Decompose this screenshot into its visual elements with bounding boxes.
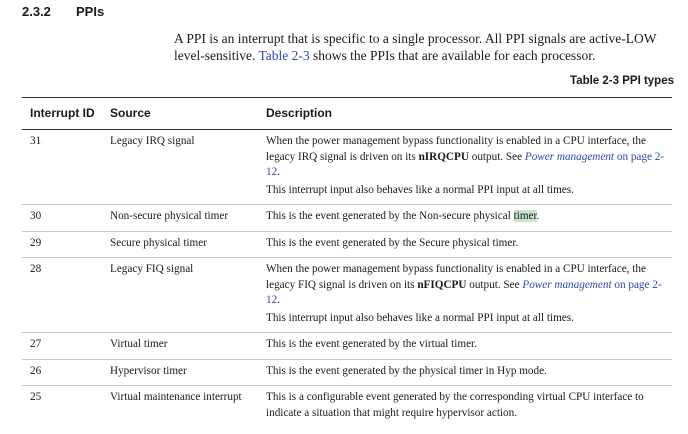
description-text: When the power management bypass functionality is enabled in a CPU interface, the legacy FIQ signal is driven on its [266,263,646,291]
table-row [22,258,672,333]
section-heading [22,4,104,19]
description: This is the event generated by the physical timer in Hyp mode. [258,359,672,386]
table-link[interactable]: Table 2-3 [258,48,310,63]
table-row [22,231,672,258]
source: Virtual timer [102,333,258,360]
intro-text-end: shows the PPIs that are available for each processor. [309,48,596,63]
interrupt-id: 29 [22,231,102,258]
table-row [22,359,672,386]
table-caption: Table 2-3 PPI types [570,75,674,87]
table-row [22,205,672,232]
description-note: This interrupt input also behaves like a normal PPI input at all times. [266,311,574,324]
description [258,258,672,333]
link-text[interactable]: on [611,278,629,291]
signal-name: nIRQCPU [418,150,469,163]
interrupt-id: 30 [22,205,102,232]
col-header-description: Description [258,98,672,130]
description-text: This is the event generated by the Non-secure physical [266,210,514,222]
link-text[interactable]: on [614,150,631,163]
description [258,130,672,205]
page-link[interactable]: page 2-12 [266,278,662,306]
description-text: . [536,210,540,222]
description-text: output. See [468,150,525,163]
table-header-row [22,98,672,130]
table-row [22,130,672,205]
signal-name: nFIQCPU [417,278,467,291]
source: Hypervisor timer [102,359,258,386]
source: Legacy FIQ signal [102,258,258,333]
ppi-table [22,97,672,427]
source: Non-secure physical timer [102,205,258,232]
interrupt-id: 31 [22,130,102,205]
interrupt-id: 28 [22,258,102,333]
description: This is the event generated by the virtual timer. [258,333,672,360]
description [258,205,672,232]
power-management-link[interactable]: Power management [524,150,615,163]
table-row [22,333,672,360]
power-management-link[interactable]: Power management [522,278,612,291]
source: Legacy IRQ signal [102,130,258,205]
description-text: output. See [466,278,523,291]
col-header-source: Source [102,98,258,130]
section-number: 2.3.2 [22,4,51,19]
interrupt-id: 25 [30,391,42,403]
description-text: When the power management bypass functionality is enabled in a CPU interface, the legacy IRQ signal is driven on its [266,135,646,163]
intro-text: A PPI is an interrupt that is specific to a single processor. All PPI signals are active-LOW level-sensitive. [174,31,657,63]
description-note: This interrupt input also behaves like a normal PPI input at all times. [266,183,574,196]
page-link[interactable]: page 2-12 [266,150,665,178]
section-title: PPIs [76,4,105,19]
table-row [22,386,672,428]
source: Virtual maintenance interrupt [110,391,242,403]
source: Secure physical timer [102,231,258,258]
interrupt-id: 27 [22,333,102,360]
description: This is a configurable event generated by the corresponding virtual CPU interface to indicate a situation that might require hypervisor action. [266,391,644,419]
description-text: . [277,166,280,178]
intro-paragraph [174,30,674,64]
description: This is the event generated by the Secure physical timer. [258,231,672,258]
description-text: . [277,294,280,306]
col-header-interrupt-id: Interrupt ID [22,98,102,130]
highlighted-word[interactable]: timer [513,210,537,222]
interrupt-id: 26 [22,359,102,386]
